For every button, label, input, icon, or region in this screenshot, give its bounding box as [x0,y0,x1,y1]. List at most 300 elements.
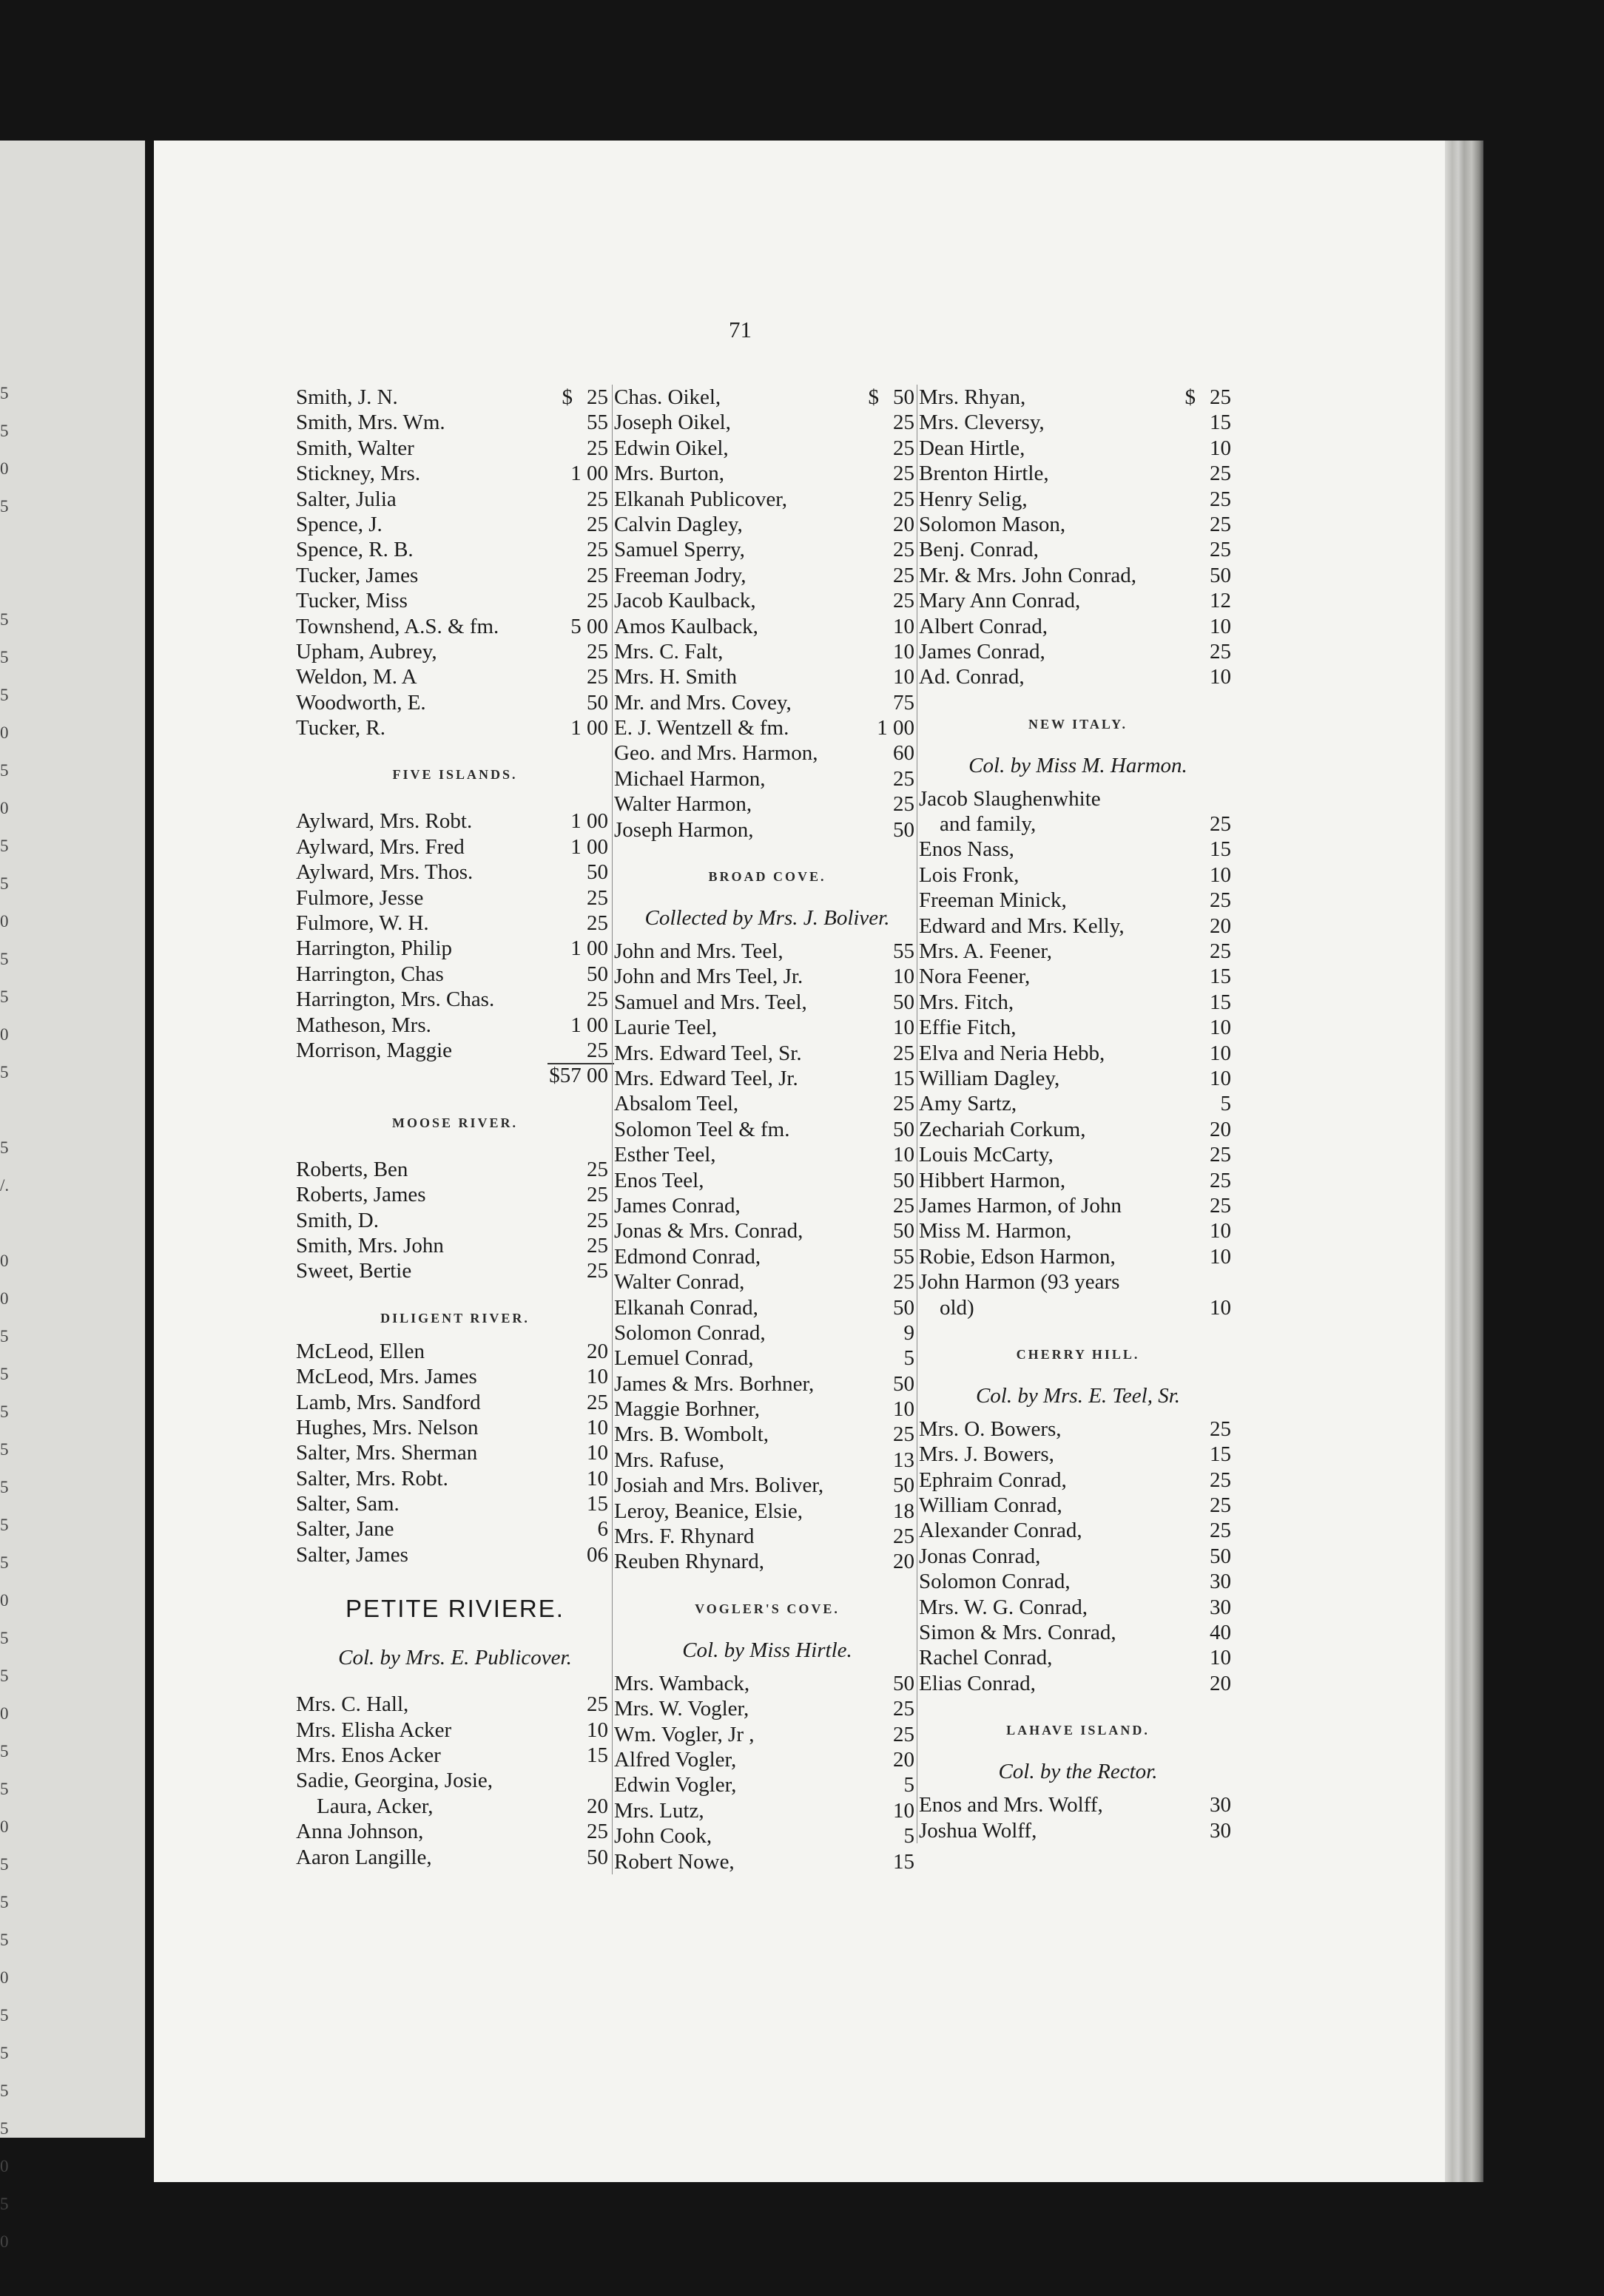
facing-page-digit: 0 [0,459,9,478]
subscriber-entry [614,990,920,1015]
subscriber-entry [919,862,1237,888]
contribution-amount: 25 [1210,888,1231,913]
contribution-amount: 10 [587,1365,608,1389]
contribution-amount: 15 [893,1066,914,1090]
subscriber-name: Albert Conrad, [919,614,1048,638]
contribution-amount: 50 [893,990,914,1014]
subscriber-entry [296,563,614,588]
subscriber-entry [919,1015,1237,1040]
contribution-amount: 50 [587,962,608,986]
contribution-amount: 10 [1210,862,1231,887]
facing-page-digit: 5 [0,2119,9,2138]
facing-page-digit: 5 [0,2195,9,2213]
contribution-amount: 5 [903,1346,914,1371]
subscriber-entry [919,512,1237,537]
contribution-amount: 1 00 [570,834,608,859]
contribution-amount: 10 [1210,1041,1231,1065]
contribution-amount: 25 [893,1041,914,1065]
subscriber-entry [919,1269,1237,1320]
subscriber-entry [296,1233,614,1258]
subscriber-entry [296,936,614,961]
contribution-amount: 25 [893,411,914,435]
contribution-amount: 10 [1210,1067,1231,1090]
subscriber-entry [296,1390,614,1415]
subscriber-name-continued: Laura, Acker, [317,1794,434,1818]
subscriber-name: Leroy, Beanice, Elsie, [614,1499,803,1523]
subscriber-name: Upham, Aubrey, [296,639,437,664]
contribution-amount: 55 [893,939,914,964]
contribution-amount: 25 [893,1525,914,1549]
column-1 [296,385,614,1870]
contribution-amount: 25 [587,1233,608,1257]
subscriber-entry [614,1066,920,1091]
subscriber-entry [296,639,614,664]
subscriber-name: Nora Feener, [919,965,1031,989]
contribution-amount: 10 [1210,1295,1231,1320]
subscriber-name: Alexander Conrad, [919,1519,1082,1543]
subscriber-name: Mrs. O. Bowers, [919,1417,1062,1441]
collector-line: Collected by Mrs. J. Boliver. [644,906,890,931]
contribution-amount: 25 [587,885,608,910]
contribution-amount: 25 [893,1092,914,1116]
facing-page-digit: 5 [0,2044,9,2062]
subscriber-entry [614,1142,920,1167]
column-2 [614,385,920,1874]
contribution-amount: 15 [1210,411,1231,435]
subscriber-name: Mrs. W. Vogler, [614,1697,749,1721]
contribution-amount: 10 [893,1016,914,1040]
subscriber-entry [296,1491,614,1516]
subscriber-name: Salter, Julia [296,487,397,511]
subscriber-entry [614,1244,920,1269]
section-heading: FIVE ISLANDS. [392,767,518,783]
subscriber-entry [296,664,614,689]
subscriber-name: Mrs. Wamback, [614,1671,750,1695]
contribution-amount: 25 [893,589,914,613]
subscriber-entry [296,1819,614,1844]
subscriber-entry [614,1696,920,1721]
subscriber-name: Brenton Hirtle, [919,462,1049,486]
section-total: $57 00 [549,1064,608,1088]
subscriber-entry [614,1295,920,1320]
subscriber-name: Townshend, A.S. & fm. [296,614,499,638]
subscriber-entry [614,664,920,689]
subscriber-entry [296,860,614,885]
entry-list [296,1157,614,1284]
contribution-amount: 20 [893,512,914,536]
subscriber-name: Mrs. Elisha Acker [296,1718,452,1742]
contribution-amount: 10 [1210,1244,1231,1269]
subscriber-entry [296,1542,614,1567]
contribution-amount: 15 [1210,965,1231,989]
subscriber-entry [919,1041,1237,1066]
page-stack-edge [1445,141,1483,2182]
contribution-amount: 25 [587,665,608,689]
subscriber-entry [614,1849,920,1874]
contribution-amount: 6 [597,1517,608,1542]
subscriber-entry [296,385,614,410]
subscriber-entry [296,885,614,911]
subscriber-name: Simon & Mrs. Conrad, [919,1621,1116,1645]
subscriber-name: Fulmore, Jesse [296,885,424,910]
subscriber-name: Smith, Mrs. John [296,1233,444,1257]
subscriber-entry [919,1620,1237,1645]
subscriber-name: Woodworth, E. [296,690,426,715]
subscriber-entry [296,588,614,613]
contribution-amount: 20 [893,1550,914,1574]
subscriber-name: Mrs. Enos Acker [296,1743,441,1768]
subscriber-name: E. J. Wentzell & fm. [614,716,789,740]
subscriber-name: Joseph Harmon, [614,817,754,842]
contribution-amount: 25 [587,487,608,511]
subscriber-entry [919,939,1237,964]
subscriber-name: Enos Teel, [614,1168,704,1192]
subscriber-entry [614,766,920,791]
subscriber-name: Mrs. J. Bowers, [919,1442,1054,1467]
subscriber-entry [296,1258,614,1283]
collector-line: Col. by Mrs. E. Teel, Sr. [975,1383,1181,1408]
subscriber-name: Walter Harmon, [614,792,752,817]
subscriber-entry [919,410,1237,435]
subscriber-entry [614,1823,920,1848]
contribution-amount: 25 [1210,939,1231,964]
contribution-amount: 10 [893,665,914,689]
facing-page-digit: 5 [0,1780,9,1798]
subscriber-name: Jonas Conrad, [919,1544,1041,1568]
subscriber-name: Solomon Conrad, [919,1570,1071,1594]
contribution-amount: 20 [1210,914,1231,938]
subscriber-entry [919,1792,1237,1817]
subscriber-entry [614,939,920,964]
subscriber-name: John and Mrs. Teel, [614,939,784,964]
subscriber-entry [919,1468,1237,1493]
subscriber-entry [296,410,614,435]
subscriber-name: Joseph Oikel, [614,411,731,435]
subscriber-name: Salter, James [296,1542,408,1567]
contribution-amount: 25 [587,639,608,664]
subscriber-entry [614,1117,920,1142]
subscriber-entry [296,987,614,1012]
facing-page-edge [0,141,145,2251]
subscriber-entry [919,664,1237,689]
contribution-amount: 50 [893,1168,914,1192]
subscriber-name: Hibbert Harmon, [919,1168,1066,1192]
section-heading: DILIGENT RIVER. [380,1310,530,1326]
contribution-amount: 15 [587,1492,608,1516]
subscriber-name: Chas. Oikel, [614,385,721,409]
subscriber-name: Salter, Jane [296,1517,394,1542]
contribution-amount: 40 [1210,1621,1231,1645]
contribution-amount: 25 [893,792,914,817]
entry-list [614,385,920,843]
contribution-amount: 25 [587,1390,608,1414]
subscriber-name: Harrington, Philip [296,936,453,961]
subscriber-entry [296,1692,614,1717]
contribution-amount: 25 [893,538,914,562]
facing-page-digit: 5 [0,2006,9,2025]
subscriber-entry [919,1193,1237,1218]
section-heading: VOGLER'S COVE. [695,1601,840,1616]
contribution-amount: 25 [587,1820,608,1844]
subscriber-name: Mrs. Cleversy, [919,411,1045,435]
contribution-amount: 50 [893,385,914,409]
facing-page-digit: 5 [0,837,9,855]
subscriber-name: Laurie Teel, [614,1016,718,1040]
subscriber-entry [919,1442,1237,1467]
contribution-amount: 25 [893,1697,914,1721]
subscriber-entry [919,537,1237,562]
subscriber-name: Anna Johnson, [296,1820,424,1844]
subscriber-entry [296,1743,614,1768]
contribution-amount: 15 [893,1849,914,1874]
facing-page-digit: 0 [0,1968,9,1987]
subscriber-name: Jacob Slaughenwhite [919,786,1101,811]
subscriber-entry [919,1818,1237,1843]
contribution-amount: 10 [893,1143,914,1167]
contribution-amount: 25 [893,1722,914,1746]
subscriber-name: Benj. Conrad, [919,538,1039,562]
subscriber-entry [296,1415,614,1440]
subscriber-entry [919,888,1237,913]
facing-page-digit: 0 [0,912,9,931]
contribution-amount: 5 [903,1773,914,1797]
subscriber-name: Geo. and Mrs. Harmon, [614,741,818,766]
subscriber-name: Mrs. Edward Teel, Sr. [614,1041,802,1065]
contribution-amount: 55 [587,411,608,435]
subscriber-entry [614,1168,920,1193]
entry-list [614,1671,920,1874]
facing-page-digit: 5 [0,1855,9,1874]
subscriber-name: Edward and Mrs. Kelly, [919,914,1125,938]
facing-page-digit: /. [0,1176,10,1195]
contribution-amount: 1 00 [877,716,914,740]
subscriber-entry [296,1208,614,1233]
subscriber-entry [919,1595,1237,1620]
contribution-amount: 50 [893,1295,914,1320]
contribution-amount: 15 [1210,1442,1231,1467]
subscriber-entry [614,1671,920,1696]
contribution-amount: 10 [893,1798,914,1823]
subscriber-entry [919,837,1237,862]
facing-page-digit: 5 [0,686,9,704]
contribution-amount: 5 00 [570,614,608,638]
facing-page-digit: 5 [0,497,9,516]
subscriber-name: Mary Ann Conrad, [919,589,1081,613]
contribution-amount: 10 [1210,1219,1231,1243]
subscriber-entry [919,614,1237,639]
contribution-amount: 1 00 [570,1013,608,1037]
contribution-amount: 50 [893,1473,914,1498]
subscriber-name: Roberts, James [296,1183,426,1207]
subscriber-name: Mrs. Rafuse, [614,1448,725,1472]
subscriber-name: Robert Nowe, [614,1849,735,1874]
contribution-amount: 25 [587,589,608,613]
facing-page-digit: 0 [0,1025,9,1044]
subscriber-name: Solomon Conrad, [614,1320,766,1345]
subscriber-entry [919,1417,1237,1442]
subscriber-entry [919,487,1237,512]
subscriber-entry [919,1117,1237,1142]
subscriber-entry [296,614,614,639]
subscriber-entry [296,911,614,936]
contribution-amount: 25 [893,462,914,486]
subscriber-name: Smith, Walter [296,436,414,460]
subscriber-name: Mrs. Fitch, [919,990,1014,1014]
subscriber-entry [614,690,920,715]
contribution-amount: 50 [893,1117,914,1141]
contribution-amount: 25 [1210,512,1231,536]
contribution-amount: 20 [1210,1117,1231,1141]
contribution-amount: 55 [893,1244,914,1269]
contribution-amount: 50 [893,1371,914,1396]
subscriber-entry [296,1718,614,1743]
subscriber-entry [296,834,614,860]
subscriber-name: Aylward, Mrs. Thos. [296,860,474,885]
collector-line: Col. by Miss Hirtle. [682,1638,852,1662]
subscriber-entry [614,817,920,843]
contribution-amount: 15 [587,1743,608,1768]
subscriber-name: Mrs. Burton, [614,462,725,486]
facing-page-digit: 5 [0,384,9,402]
subscriber-name: William Dagley, [919,1067,1060,1090]
subscriber-name: Joshua Wolff, [919,1818,1037,1843]
contribution-amount: 25 [587,563,608,587]
subscriber-entry [919,1569,1237,1594]
contribution-amount: 25 [1210,487,1231,511]
facing-page-digit: 5 [0,1931,9,1949]
subscriber-name: Calvin Dagley, [614,512,743,536]
subscriber-name: Edwin Vogler, [614,1773,737,1797]
subscriber-name: William Conrad, [919,1493,1062,1518]
subscriber-entry [296,1157,614,1182]
subscriber-name: Miss M. Harmon, [919,1219,1072,1243]
subscriber-name: Robie, Edson Harmon, [919,1244,1116,1269]
contribution-amount: 30 [1210,1793,1231,1817]
subscriber-entry [919,786,1237,837]
subscriber-name: Smith, D. [296,1208,379,1232]
subscriber-name: McLeod, Mrs. James [296,1365,477,1389]
subscriber-name: Amos Kaulback, [614,614,758,638]
section-heading: NEW ITALY. [1028,716,1128,732]
subscriber-name: Fulmore, W. H. [296,911,429,936]
contribution-amount: 25 [1210,462,1231,486]
contribution-amount: 25 [1210,1143,1231,1167]
subscriber-name: Hughes, Mrs. Nelson [296,1415,479,1439]
entry-list [919,1792,1237,1843]
contribution-amount: 50 [893,1219,914,1243]
subscriber-name: Amy Sartz, [919,1092,1017,1116]
subscriber-entry [614,715,920,740]
facing-page-digit: 5 [0,1553,9,1572]
subscriber-name: Esther Teel, [614,1143,716,1167]
subscriber-name: Matheson, Mrs. [296,1013,431,1037]
contribution-amount: 25 [587,512,608,536]
subscriber-name: Mrs. H. Smith [614,665,737,689]
subscriber-entry [614,614,920,639]
subscriber-entry [296,1768,614,1819]
contribution-amount: 50 [893,817,914,842]
contribution-amount: 15 [1210,837,1231,862]
contribution-amount: 10 [893,965,914,989]
subscriber-entry [296,962,614,987]
facing-page-digit: 5 [0,1063,9,1081]
entry-list [296,1692,614,1870]
contribution-amount: 25 [587,1259,608,1283]
entry-list [614,939,920,1575]
contribution-amount: 10 [1210,665,1231,689]
section-heading: CHERRY HILL. [1016,1346,1140,1362]
currency-symbol: $ [868,385,879,409]
contribution-amount: 25 [1210,1417,1231,1441]
subscriber-name: Enos and Mrs. Wolff, [919,1793,1103,1817]
subscriber-name: John Harmon (93 years [919,1270,1120,1294]
contribution-amount: 25 [1210,385,1231,409]
subscriber-entry [614,461,920,486]
facing-page-digit: 5 [0,610,9,629]
subscriber-entry [614,563,920,588]
contribution-amount: 50 [1210,1544,1231,1568]
subscriber-entry [919,990,1237,1015]
subscriber-entry [614,1798,920,1823]
contribution-amount: 25 [587,911,608,936]
facing-page-digit: 5 [0,1478,9,1496]
entry-list [919,1417,1237,1696]
subscriber-entry [919,436,1237,461]
subscriber-name-continued: and family, [940,812,1037,837]
column-3 [919,385,1237,1843]
subscriber-name: Jacob Kaulback, [614,589,756,613]
subscriber-name: Aylward, Mrs. Fred [296,834,465,859]
subscriber-name: Mrs. W. G. Conrad, [919,1595,1088,1619]
contribution-amount: 25 [587,1038,608,1062]
section-heading-large: PETITE RIVIERE. [346,1595,565,1623]
facing-page-digits [0,141,145,2251]
subscriber-entry [919,1671,1237,1696]
contribution-amount: 9 [903,1320,914,1345]
subscriber-entry [614,1524,920,1549]
contribution-amount: 1 00 [570,462,608,486]
subscriber-name: Spence, J. [296,512,383,536]
subscriber-name: Wm. Vogler, Jr , [614,1722,755,1746]
subscriber-name: Samuel and Mrs. Teel, [614,990,807,1014]
contribution-amount: 50 [893,1671,914,1695]
subscriber-entry [614,1473,920,1498]
subscriber-entry [919,1544,1237,1569]
subscriber-entry [614,1041,920,1066]
subscriber-entry [919,385,1237,410]
contribution-amount: 1 00 [570,716,608,740]
subscriber-name: Sweet, Bertie [296,1259,412,1283]
subscriber-entry [614,639,920,664]
contribution-amount: 25 [587,987,608,1012]
subscriber-entry [614,410,920,435]
contribution-amount: 60 [893,741,914,766]
subscriber-name: Josiah and Mrs. Boliver, [614,1473,824,1498]
subscriber-name: Alfred Vogler, [614,1747,737,1772]
facing-page-digit: 0 [0,1591,9,1610]
subscriber-entry [296,1845,614,1870]
contribution-amount: 50 [587,1845,608,1869]
subscriber-entry [614,1371,920,1397]
subscriber-entry [614,1747,920,1772]
contribution-amount: 10 [1210,436,1231,460]
contribution-amount: 25 [1210,1519,1231,1543]
subscriber-entry [614,1320,920,1345]
subscriber-name: Salter, Mrs. Robt. [296,1466,448,1490]
page-number: 71 [729,317,752,342]
facing-page-digit: 5 [0,761,9,780]
contribution-amount: 25 [893,1193,914,1218]
